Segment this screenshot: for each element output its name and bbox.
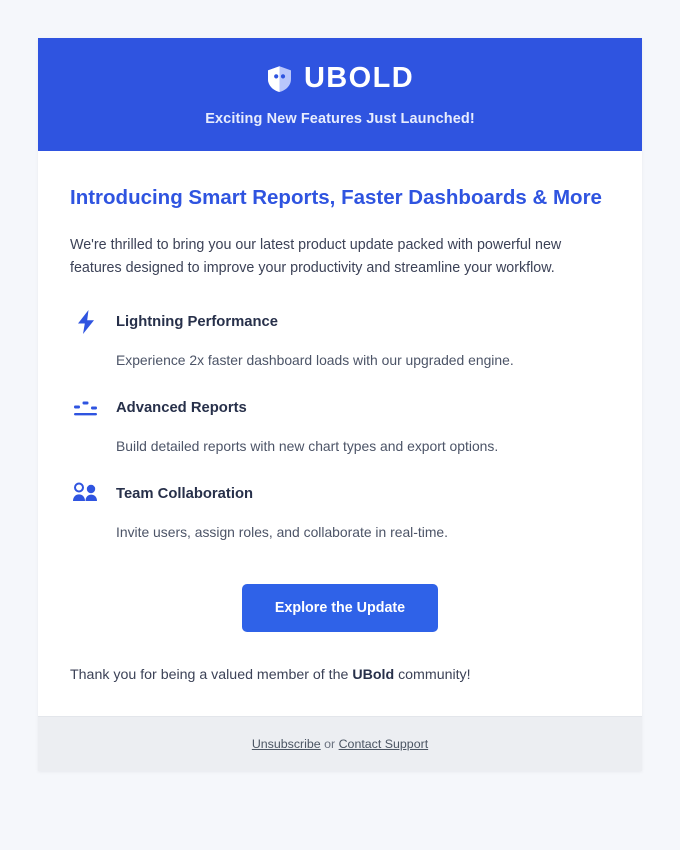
feature-item: [70, 479, 610, 543]
feature-item: [70, 307, 610, 371]
feature-header: [70, 393, 610, 423]
cta-container: [70, 584, 610, 632]
feature-header: [70, 307, 610, 337]
feature-description: Experience 2x faster dashboard loads with our upgraded engine.: [116, 351, 514, 368]
shield-logo-icon: [266, 65, 293, 93]
closing-brand: UBold: [352, 666, 395, 683]
feature-item: [70, 393, 610, 457]
footer-text: [252, 737, 428, 751]
closing-suffix: community!: [394, 666, 471, 683]
unsubscribe-link[interactable]: Unsubscribe: [251, 737, 321, 752]
footer-separator: or: [320, 737, 339, 752]
explore-the-update-button[interactable]: Explore the Update: [242, 584, 438, 632]
closing-text: [70, 664, 610, 687]
lightning-bolt-icon: [70, 307, 102, 337]
feature-description: Invite users, assign roles, and collaborate in real-time.: [116, 524, 448, 541]
email-header: [38, 38, 642, 151]
feature-header: [70, 479, 610, 509]
brand-row: [58, 64, 622, 93]
feature-title: Advanced Reports: [116, 400, 247, 417]
contact-support-link[interactable]: Contact Support: [338, 737, 429, 752]
email-card: [38, 38, 642, 771]
feature-title: Team Collaboration: [116, 486, 254, 503]
intro-paragraph: We're thrilled to bring you our latest product update packed with powerful new features designed to improve your productivity and streamline your workflow.: [70, 236, 562, 277]
feature-title: Lightning Performance: [116, 313, 278, 330]
users-group-icon: [70, 479, 102, 509]
page-title: Introducing Smart Reports, Faster Dashboards & More: [70, 186, 602, 209]
email-footer: [38, 716, 642, 771]
closing-prefix: Thank you for being a valued member of the: [70, 666, 353, 683]
email-body: [38, 151, 642, 716]
bar-chart-icon: [70, 393, 102, 423]
header-tagline: Exciting New Features Just Launched!: [205, 111, 475, 127]
feature-description: Build detailed reports with new chart types and export options.: [116, 438, 499, 455]
brand-name: UBOLD: [303, 62, 415, 94]
